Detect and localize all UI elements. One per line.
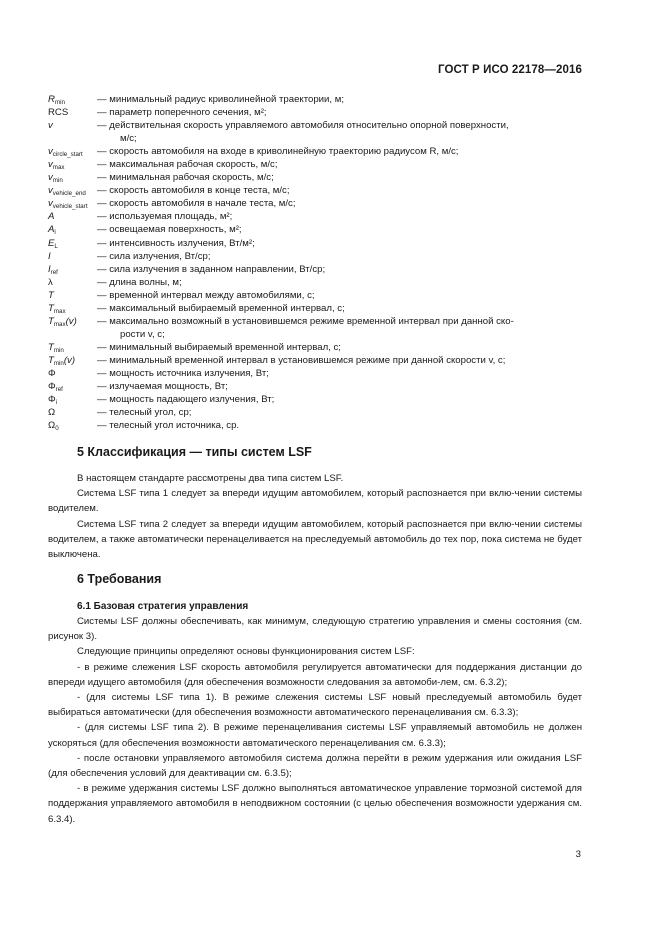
symbol-letter: T: [48, 302, 54, 314]
paragraph: Система LSF типа 1 следует за впереди идущим автомобилем, который распознается при вклю-чении системы водителем.: [48, 488, 582, 515]
symbol-subscript: i: [55, 399, 58, 407]
symbol-definition: — минимальная рабочая скорость, м/с;: [97, 172, 274, 184]
paragraph: Следующие принципы определяют основы функционирования систем LSF:: [77, 646, 415, 658]
section-5-heading: 5 Классификация — типы систем LSF: [77, 445, 312, 459]
symbol-definition: — действительная скорость управляемого автомобиля относительно опорной поверхности,: [97, 120, 509, 132]
symbol: [48, 302, 97, 315]
symbol-letter: T: [48, 289, 54, 301]
list-item: - (для системы LSF типа 1). В режиме слежения системы LSF новый преследуемый автомобиль будет выбираться автоматически (для обеспечения возможности автоматического перенацеливания см. 6.3.3);: [48, 692, 582, 719]
symbol-row: [48, 289, 588, 302]
symbol: [48, 263, 97, 276]
symbol-row: [48, 276, 588, 289]
symbol-row: [48, 354, 588, 367]
symbol-definition: — телесный угол источника, ср.: [97, 420, 240, 432]
list-item: - после остановки управляемого автомобиля система должна перейти в режим удержания или ожидания LSF (для обеспечения условий для деактивации см. 6.3.5);: [48, 752, 582, 780]
symbol-row: [48, 184, 588, 197]
symbol: [48, 393, 97, 406]
symbol: [48, 419, 97, 432]
paragraph: Система LSF типа 2 следует за впереди идущим автомобилем, который распознается при вклю-чении системы водителем, а также автоматически перенацеливается на преследуемый автомобиль до тех пор, пока система не будет выключена.: [48, 518, 582, 561]
symbol-letter: Φ: [48, 394, 56, 406]
section-5-body: [48, 471, 582, 562]
symbol-definition: — скорость автомобиля в конце теста, м/с;: [97, 185, 290, 197]
symbol-row: [48, 341, 588, 354]
symbol-subscript: min: [52, 177, 63, 185]
symbol-row: [48, 171, 588, 184]
symbol-letter: R: [48, 94, 55, 105]
symbol-letter: T: [48, 341, 54, 353]
symbol-definition: — сила излучения в заданном направлении, Вт/ср;: [97, 263, 326, 275]
symbol: [48, 237, 97, 250]
symbol: [48, 406, 97, 419]
symbol-row: [48, 145, 588, 158]
symbol-letter: λ: [48, 276, 53, 288]
symbol-subscript: ref: [55, 386, 63, 394]
symbol-subscript: max: [52, 164, 65, 172]
section-6-1-heading: 6.1 Базовая стратегия управления: [77, 601, 249, 612]
symbol-subscript: max: [53, 320, 66, 328]
symbol: [48, 184, 97, 197]
symbol-definition: — максимальная рабочая скорость, м/с;: [97, 159, 278, 171]
symbol-definition: — минимальный радиус криволинейной траектории, м;: [97, 94, 344, 105]
symbol-letter: Φ: [48, 381, 56, 393]
symbol: [48, 106, 97, 119]
symbol: [48, 354, 97, 367]
section-6-body: [48, 614, 582, 827]
symbol-definition: рости v, с;: [120, 328, 165, 340]
symbols-list: [48, 93, 588, 432]
section-6-heading: 6 Требования: [77, 572, 162, 586]
symbol-letter: T: [48, 354, 54, 366]
symbol-row: [48, 328, 588, 341]
symbol-subscript: max: [53, 307, 66, 315]
symbol-subscript: vehicle_end: [52, 190, 86, 198]
symbol-definition: — скорость автомобиля на входе в криволинейную траекторию радиусом R, м/с;: [97, 146, 459, 158]
symbol: [48, 93, 97, 106]
symbol-definition: — максимальный выбираемый временной интервал, с;: [97, 302, 345, 314]
symbol-row: [48, 406, 588, 419]
symbol-letter: Ω: [48, 420, 56, 432]
symbol-letter: I: [48, 263, 51, 275]
symbol-definition: — параметр поперечного сечения, м²;: [97, 107, 267, 119]
symbol: [48, 380, 97, 393]
symbol-definition: — минимальный временной интервал в установившемся режиме при данной скорости v, с;: [97, 354, 506, 366]
symbol-letter: Ω: [48, 407, 56, 419]
paragraph: Системы LSF должны обеспечивать, как минимум, следующую стратегию управления и смены состояния (см. рисунок 3).: [48, 616, 582, 643]
symbol-row: [48, 419, 588, 432]
symbol-row: [48, 237, 588, 250]
symbol-row: [48, 93, 588, 106]
symbol-definition: — максимально возможный в установившемся режиме временной интервал при данной ско-: [97, 315, 514, 327]
symbol-definition: — используемая площадь, м²;: [97, 211, 233, 223]
symbol-subscript: circle_start: [52, 151, 83, 159]
symbol-row: [48, 132, 588, 145]
symbol: [48, 197, 97, 210]
symbol: [48, 158, 97, 171]
symbol-row: [48, 106, 588, 119]
symbol-row: [48, 263, 588, 276]
symbol-row: [48, 302, 588, 315]
symbol-letter: E: [48, 237, 55, 249]
list-item: - в режиме удержания системы LSF должно выполняться автоматическое управление тормозной системой для поддержания управляемого автомобиля в неподвижном состоянии (с целью обеспечения возможности удержания см. 6.3.4).: [48, 783, 582, 825]
symbol-definition: — мощность источника излучения, Вт;: [97, 367, 269, 379]
symbol-letter: v: [48, 198, 53, 210]
symbol-subscript: vehicle_start: [52, 203, 88, 211]
symbol-letter: v: [48, 120, 53, 132]
paragraph: В настоящем стандарте рассмотрены два типа систем LSF.: [77, 473, 344, 484]
symbol-definition: — излучаемая мощность, Вт;: [97, 381, 228, 393]
symbol-definition: — скорость автомобиля в начале теста, м/с;: [97, 198, 296, 210]
symbol: [48, 119, 97, 132]
page-number: 3: [575, 849, 581, 860]
symbol-subscript: min: [53, 346, 64, 354]
symbol-row: [48, 210, 588, 223]
symbol-definition: — интенсивность излучения, Вт/м²;: [97, 237, 255, 249]
symbol: [48, 210, 97, 223]
symbol-definition: — минимальный выбираемый временной интервал, с;: [97, 341, 341, 353]
symbol: [48, 367, 97, 380]
list-item: - в режиме слежения LSF скорость автомобиля регулируется автоматически для поддержания дистанции до впереди идущего автомобиля (для обеспечения возможности следования за автомоби-лем, см. 6.3.2);: [48, 661, 582, 688]
standard-header: ГОСТ Р ИСО 22178—2016: [437, 64, 582, 76]
symbol-letter: RCS: [48, 107, 69, 119]
symbol-definition: — освещаемая поверхность, м²;: [97, 224, 242, 236]
symbol-row: [48, 197, 588, 210]
list-item: - (для системы LSF типа 2). В режиме перенацеливания системы LSF управляемый автомобиль не должен ускоряться (для обеспечения возможности автоматического перенацеливания см. 6.3.3);: [48, 722, 582, 749]
symbol-definition: — сила излучения, Вт/ср;: [97, 250, 211, 262]
symbol-row: [48, 250, 588, 263]
symbol-subscript: 0: [55, 425, 59, 433]
symbol-subscript: l: [54, 229, 56, 237]
symbol-definition: — мощность падающего излучения, Вт;: [97, 394, 275, 406]
symbol-letter: v: [48, 172, 53, 184]
symbol-row: [48, 223, 588, 236]
symbol-letter: v: [48, 146, 53, 158]
symbol-subscript: ref: [50, 268, 58, 276]
symbol-subscript: min: [54, 99, 65, 106]
symbol-row: [48, 367, 588, 380]
symbol: [48, 250, 97, 263]
symbol: [48, 171, 97, 184]
symbol-row: [48, 380, 588, 393]
symbol: [48, 315, 97, 328]
symbol-letter: I: [48, 250, 51, 262]
symbol-definition: — длина волны, м;: [97, 276, 182, 288]
symbol-row: [48, 393, 588, 406]
symbol-letter: v: [48, 185, 53, 197]
symbol-definition: — временной интервал между автомобилями, с;: [97, 289, 315, 301]
symbol-letter: v: [48, 159, 53, 171]
symbol-definition: — телесный угол, ср;: [97, 407, 192, 419]
symbol-argument: (v): [65, 315, 77, 327]
symbol-row: [48, 158, 588, 171]
symbol: [48, 223, 97, 236]
symbol-letter: T: [48, 315, 54, 327]
symbol-argument: (v): [63, 354, 76, 366]
symbol-row: [48, 315, 588, 328]
symbol-letter: A: [48, 224, 55, 236]
symbol: [48, 289, 97, 302]
symbol: [48, 276, 97, 289]
symbol-letter: Φ: [48, 367, 56, 379]
symbol-row: [48, 119, 588, 132]
symbol-definition: м/с;: [120, 133, 137, 145]
symbol-letter: A: [48, 211, 55, 223]
symbol-subscript: min: [53, 359, 64, 367]
symbol-subscript: L: [54, 242, 58, 250]
symbol: [48, 341, 97, 354]
symbol: [48, 145, 97, 158]
